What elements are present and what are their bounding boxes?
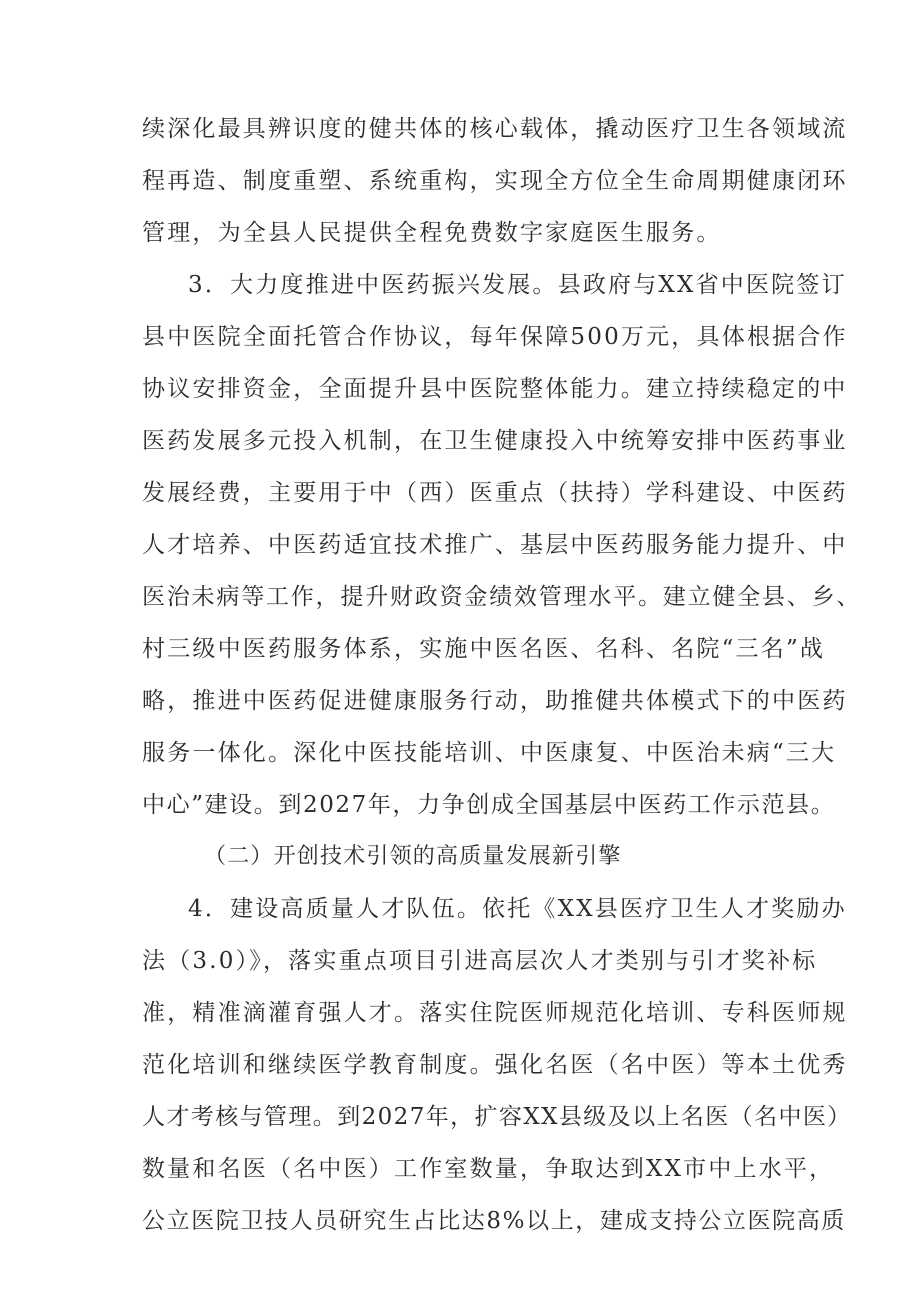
- paragraph-3-line-1: 4．建设高质量人才队伍。依托《XX县医疗卫生人才奖励办: [188, 896, 847, 922]
- paragraph-3-line-6: 数量和名医（名中医）工作室数量，争取达到XX市中上水平，: [142, 1156, 835, 1182]
- section-heading: （二）开创技术引领的高质量发展新引擎: [204, 844, 622, 869]
- paragraph-2-line-3: 协议安排资金，全面提升县中医院整体能力。建立持续稳定的中: [142, 376, 848, 402]
- paragraph-2-line-7: 医治未病等工作，提升财政资金绩效管理水平。建立健全县、乡、: [142, 584, 862, 610]
- paragraph-2-line-9: 略，推进中医药促进健康服务行动，助推健共体模式下的中医药: [142, 688, 848, 714]
- paragraph-2-line-2: 县中医院全面托管合作协议，每年保障500万元，具体根据合作: [142, 324, 848, 350]
- paragraph-1-line-3: 管理，为全县人民提供全程免费数字家庭医生服务。: [142, 220, 722, 246]
- paragraph-3-line-7: 公立医院卫技人员研究生占比达8%以上，建成支持公立医院高质: [142, 1208, 846, 1234]
- paragraph-2-line-10: 服务一体化。深化中医技能培训、中医康复、中医治未病“三大: [142, 740, 837, 766]
- paragraph-3-line-4: 范化培训和继续医学教育制度。强化名医（名中医）等本土优秀: [142, 1052, 848, 1078]
- paragraph-2-line-11: 中心”建设。到2027年，力争创成全国基层中医药工作示范县。: [142, 792, 836, 818]
- paragraph-2-line-8: 村三级中医药服务体系，实施中医名医、名科、名院“三名”战: [142, 636, 826, 662]
- paragraph-2-line-1: 3．大力度推进中医药振兴发展。县政府与XX省中医院签订: [188, 272, 847, 298]
- paragraph-2-line-6: 人才培养、中医药适宜技术推广、基层中医药服务能力提升、中: [142, 532, 848, 558]
- paragraph-1-line-2: 程再造、制度重塑、系统重构，实现全方位全生命周期健康闭环: [142, 168, 848, 194]
- paragraph-3-line-3: 准，精准滴灌育强人才。落实住院医师规范化培训、专科医师规: [142, 1000, 848, 1026]
- paragraph-2-line-4: 医药发展多元投入机制，在卫生健康投入中统筹安排中医药事业: [142, 428, 848, 454]
- paragraph-3-line-5: 人才考核与管理。到2027年，扩容XX县级及以上名医（名中医）: [142, 1104, 852, 1130]
- paragraph-2-line-5: 发展经费，主要用于中（西）医重点（扶持）学科建设、中医药: [142, 480, 848, 506]
- paragraph-1-line-1: 续深化最具辨识度的健共体的核心载体，撬动医疗卫生各领域流: [142, 116, 848, 142]
- paragraph-3-line-2: 法（3.0）》，落实重点项目引进高层次人才类别与引才奖补标: [142, 948, 818, 974]
